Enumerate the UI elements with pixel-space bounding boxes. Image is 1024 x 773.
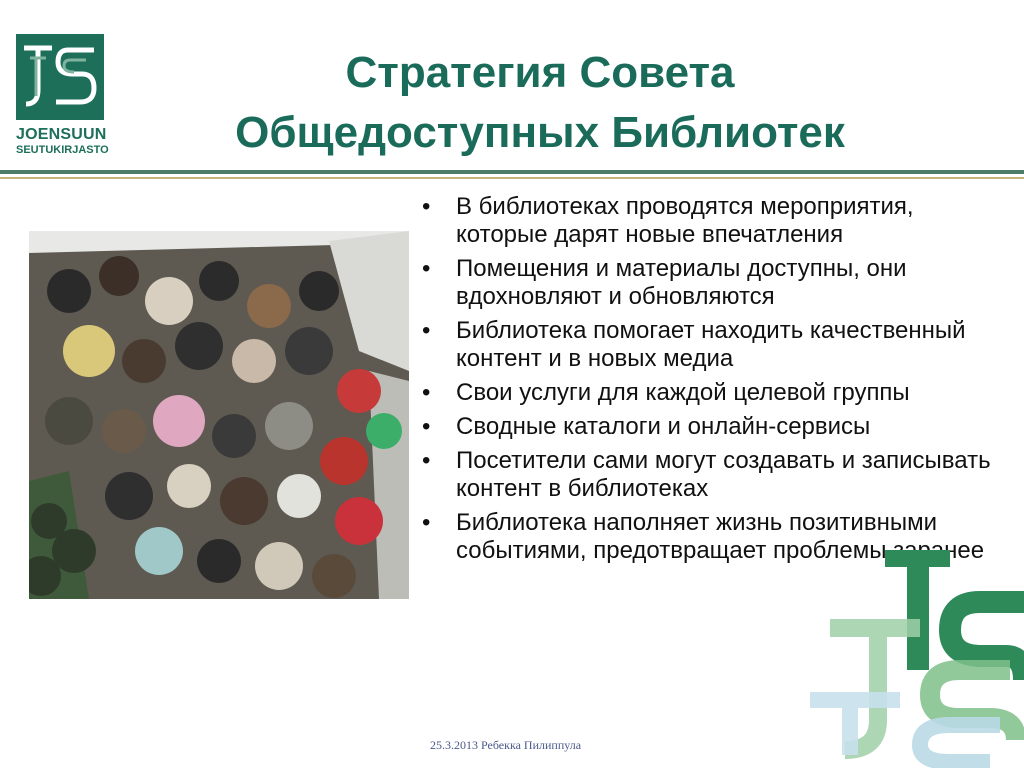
bullet-dot: •	[422, 317, 431, 344]
bullet-item	[420, 255, 1010, 311]
logo-subtitle: SEUTUKIRJASTO	[16, 144, 109, 156]
slide-title-line-2: Общедоступных Библиотек	[235, 108, 845, 157]
logo-name: JOENSUUN	[16, 126, 107, 143]
logo-js-mark-icon	[16, 34, 104, 120]
bullet-dot: •	[422, 509, 431, 536]
slide-title-line-1: Стратегия Совета	[345, 48, 735, 97]
bullet-item	[420, 317, 1010, 373]
crowd-photo	[29, 231, 409, 599]
bullet-text: Свои услуги для каждой целевой группы	[456, 379, 910, 406]
bullet-item	[420, 193, 1010, 249]
bullet-dot: •	[422, 413, 431, 440]
bullet-text: В библиотеках проводятся мероприятия, которые дарят новые впечатления	[456, 193, 914, 248]
joensuu-library-logo	[16, 34, 108, 158]
bullet-text: Посетители сами могут создавать и записывать контент в библиотеках	[456, 447, 991, 502]
bullet-text: Сводные каталоги и онлайн-сервисы	[456, 413, 871, 440]
bullet-dot: •	[422, 255, 431, 282]
header-divider-thick	[0, 170, 1024, 174]
bullet-dot: •	[422, 447, 431, 474]
bullet-dot: •	[422, 193, 431, 220]
bullet-item	[420, 447, 1010, 503]
bullet-item	[420, 379, 1010, 407]
bullet-text: Библиотека наполняет жизнь позитивными событиями, предотвращает проблемы заранее	[456, 509, 985, 564]
bullet-item	[420, 413, 1010, 441]
bullet-list	[420, 193, 1010, 571]
bullet-dot: •	[422, 379, 431, 406]
slide-footer: 25.3.2013 Ребекка Пилиппула	[430, 738, 582, 752]
decorative-js-watermark-icon	[790, 550, 1024, 768]
header-divider-thin	[0, 177, 1024, 179]
bullet-text: Библиотека помогает находить качественный контент и в новых медиа	[456, 317, 966, 372]
bullet-text: Помещения и материалы доступны, они вдохновляют и обновляются	[456, 255, 907, 310]
